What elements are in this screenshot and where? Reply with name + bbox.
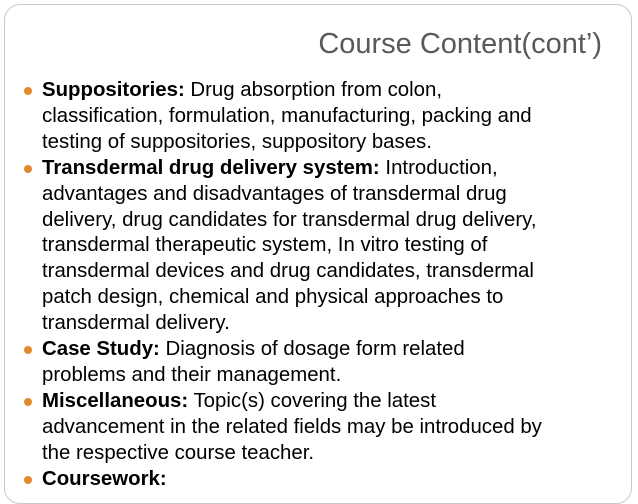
bullet-text: Topic(s) covering the latest bbox=[188, 389, 437, 412]
bullet-line bbox=[42, 78, 620, 104]
bullet-line: advancement in the related fields may be introduced by bbox=[42, 415, 542, 438]
bullet-heading: Miscellaneous: bbox=[42, 389, 189, 412]
bullet-text: Introduction, bbox=[379, 156, 498, 179]
bullet-line bbox=[42, 156, 620, 182]
bullet-line: patch design, chemical and physical approaches to bbox=[42, 286, 504, 309]
bullet-heading: Coursework: bbox=[42, 467, 167, 490]
bullet-dot-icon bbox=[24, 87, 32, 95]
bullet-heading: Transdermal drug delivery system: bbox=[42, 156, 380, 179]
bullet-line: transdermal delivery. bbox=[42, 312, 230, 335]
bullet-transdermal bbox=[0, 156, 638, 337]
bullet-line bbox=[42, 467, 620, 493]
bullet-line: advantages and disadvantages of transdermal drug bbox=[42, 182, 507, 205]
slide-title: Course Content(cont’) bbox=[318, 28, 602, 60]
bullet-heading: Suppositories: bbox=[42, 79, 185, 101]
bullet-dot-icon bbox=[24, 476, 32, 484]
bullet-line bbox=[42, 337, 620, 363]
bullet-coursework bbox=[0, 467, 638, 493]
bullet-miscellaneous bbox=[0, 389, 638, 467]
bullet-text: Diagnosis of dosage form related bbox=[159, 338, 465, 361]
bullet-line: problems and their management. bbox=[42, 363, 342, 386]
bullet-case-study bbox=[0, 337, 638, 389]
bullet-line bbox=[42, 389, 620, 415]
bullet-line: transdermal devices and drug candidates, transdermal bbox=[42, 260, 534, 283]
bullet-suppositories bbox=[0, 78, 638, 156]
bullet-line: delivery, drug candidates for transdermal drug delivery, bbox=[42, 208, 537, 231]
bullet-list bbox=[0, 78, 638, 493]
bullet-line: testing of suppositories, suppository bases. bbox=[42, 130, 432, 153]
bullet-dot-icon bbox=[24, 398, 32, 406]
bullet-dot-icon bbox=[24, 346, 32, 354]
bullet-line: the respective course teacher. bbox=[42, 441, 315, 464]
bullet-text: Drug absorption from colon, bbox=[184, 79, 443, 101]
bullet-heading: Case Study: bbox=[42, 338, 160, 361]
bullet-line: classification, formulation, manufacturing, packing and bbox=[42, 104, 532, 127]
bullet-line: transdermal therapeutic system, In vitro testing of bbox=[42, 234, 488, 257]
bullet-dot-icon bbox=[24, 165, 32, 173]
